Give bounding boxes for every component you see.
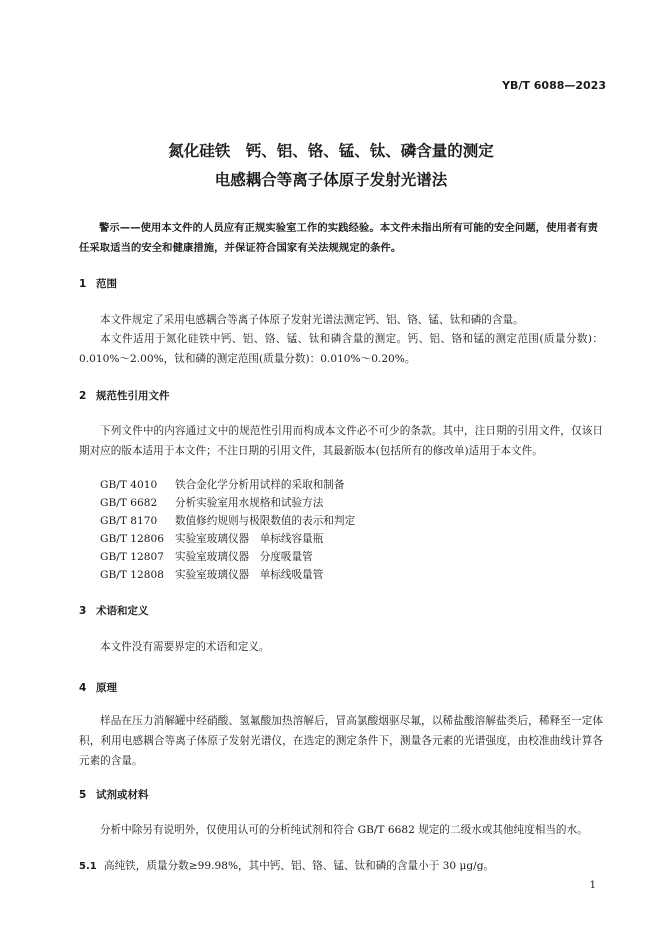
clause-number: 5.1 [79,861,97,872]
reference-item [100,513,355,528]
reference-item [100,531,323,546]
title-line-1: 氮化硅铁 钙、铝、铬、锰、钛、磷含量的测定 [168,142,494,160]
section-5-heading [79,787,149,802]
reference-item [100,549,313,564]
reference-code: GB/T 12808 [100,569,164,581]
clause-5-1 [79,858,494,873]
section-number: 3 [79,605,87,617]
reference-code: GB/T 12807 [100,551,164,563]
reference-title: 铁合金化学分析用试样的采取和制备 [175,479,345,491]
section-number: 5 [79,789,87,801]
reference-code: GB/T 8170 [100,515,158,527]
section-4-paragraph-1: 样品在压力消解罐中经硝酸、氢氟酸加热溶解后，冒高氯酸烟驱尽氟，以稀盐酸溶解盐类后，稀释至一定体积，利用电感耦合等离子体原子发射光谱仪，在选定的测定条件下，测量各元素的光谱强度，由校准曲线计算各元素的含量。 [79,715,603,767]
reference-code: GB/T 12806 [100,533,164,545]
section-title: 试剂或材料 [96,789,149,801]
section-number: 2 [79,390,87,402]
section-1-paragraph-2: 本文件适用于氮化硅铁中钙、铝、铬、锰、钛和磷含量的测定。钙、铝、铬和锰的测定范围(质量分数)：0.010%～2.00%，钛和磷的测定范围(质量分数)：0.010%～0.20%。 [79,333,603,365]
section-title: 规范性引用文件 [96,390,170,402]
safety-warning: 警示——使用本文件的人员应有正规实验室工作的实践经验。本文件未指出所有可能的安全问题，使用者有责任采取适当的安全和健康措施，并保证符合国家有关法规规定的条件。 [79,222,599,254]
section-1-paragraph-1: 本文件规定了采用电感耦合等离子体原子发射光谱法测定钙、铝、铬、锰、钛和磷的含量。 [100,314,524,326]
reference-title: 实验室玻璃仪器 单标线吸量管 [175,569,324,581]
section-title: 术语和定义 [96,605,149,617]
title-line-2: 电感耦合等离子体原子发射光谱法 [214,171,448,189]
reference-item [100,477,345,492]
section-2-heading [79,388,170,403]
reference-title: 实验室玻璃仪器 单标线容量瓶 [175,533,324,545]
reference-title: 分析实验室用水规格和试验方法 [175,497,324,509]
clause-text: 高纯铁，质量分数≥99.98%，其中钙、铝、铬、锰、钛和磷的含量小于 30 μg/g。 [104,860,495,872]
section-1-heading [79,276,117,291]
section-title: 原理 [96,682,117,694]
section-number: 1 [79,278,87,290]
reference-item [100,567,323,582]
section-3-heading [79,603,149,618]
reference-title: 实验室玻璃仪器 分度吸量管 [175,551,313,563]
standard-code: YB/T 6088—2023 [502,79,606,92]
reference-code: GB/T 6682 [100,497,158,509]
section-3-paragraph-1: 本文件没有需要界定的术语和定义。 [100,641,270,653]
section-2-paragraph-1: 下列文件中的内容通过文中的规范性引用而构成本文件必不可少的条款。其中，注日期的引用文件，仅该日期对应的版本适用于本文件；不注日期的引用文件，其最新版本(包括所有的修改单)适用于本文件。 [79,425,603,457]
reference-code: GB/T 4010 [100,479,158,491]
reference-item [100,495,323,510]
section-4-heading [79,680,117,695]
section-title: 范围 [96,278,117,290]
document-title [60,137,602,195]
section-number: 4 [79,682,87,694]
reference-title: 数值修约规则与极限数值的表示和判定 [175,515,356,527]
section-5-paragraph-1: 分析中除另有说明外，仅使用认可的分析纯试剂和符合 GB/T 6682 规定的二级水或其他纯度相当的水。 [100,824,588,836]
page-number: 1 [589,880,596,891]
